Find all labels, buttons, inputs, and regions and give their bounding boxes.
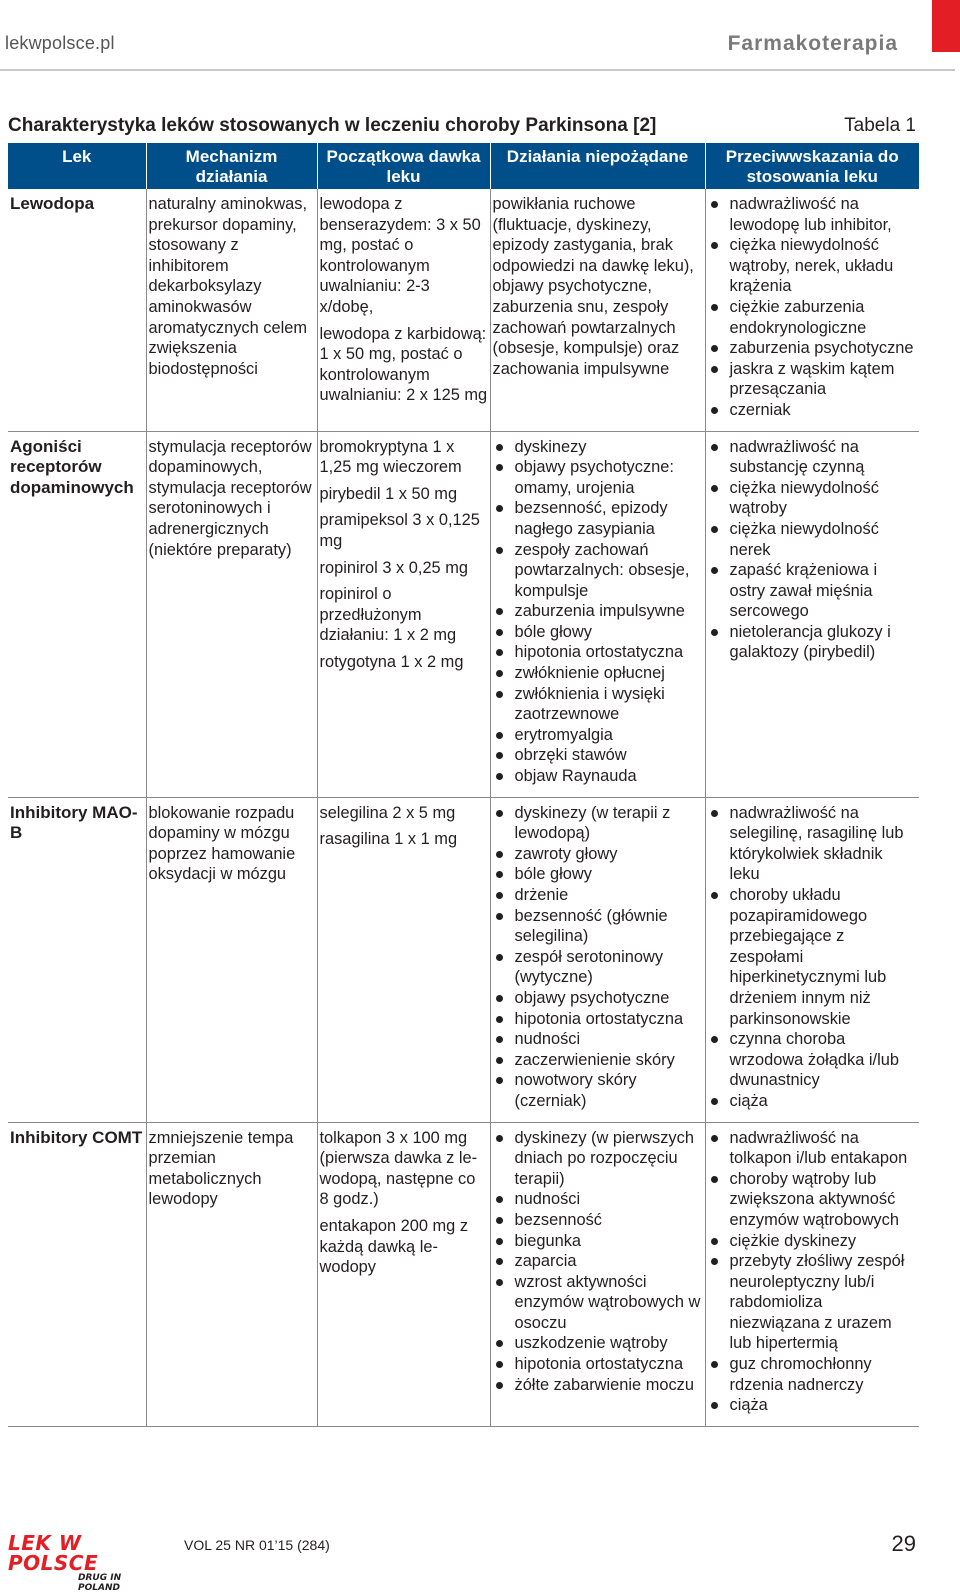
logo-main-text: LEK W POLSCE (8, 1531, 99, 1575)
side-effect-item: zwłóknienia i wysięki zaotrzewnowe (493, 684, 703, 725)
contraindications-cell (705, 1122, 919, 1426)
contraindication-item: ciężkie zaburzenia endokrynologiczne (708, 297, 918, 338)
side-effects-list (493, 803, 703, 1112)
side-effect-item: bezsenność (493, 1210, 703, 1231)
side-effect-item: dyskinezy (493, 437, 703, 458)
side-effects-text: powikłania ruchowe (fluktuacje, dyskinezy, epizody zastygania, brak odpowiedzi na dawkę leku), objawy psychotyczne, zaburzenia snu, zespoły zachowań powtarzalnych (obsesje, kompulsje) oraz zachowania impulsywne (492, 195, 694, 378)
dose-cell (317, 431, 490, 797)
dose-entry: rotygotyna 1 x 2 mg (319, 652, 464, 671)
side-effects-cell (490, 189, 705, 431)
dose-entry: ropinirol 3 x 0,25 mg (319, 558, 469, 577)
contraindication-item: guz chromochłonny rdzenia nadnerczy (708, 1354, 918, 1395)
contraindications-list (708, 437, 918, 664)
mechanism-cell (146, 189, 317, 431)
dose-cell (317, 1122, 490, 1426)
side-effect-item: zwłóknienie opłucnej (493, 663, 703, 684)
mechanism-text: naturalny aminokwas, prekursor dopaminy, stosowany z inhibitorem dekarboksylazy aminokwasów aromatycznych celem zwiększenia biodostępności (148, 195, 308, 378)
contraindication-item: zaburzenia psychotyczne (708, 338, 918, 359)
contraindications-cell (705, 189, 919, 431)
table-title: Charakterystyka leków stosowanych w leczeniu choroby Parkinsona [2] (8, 115, 657, 136)
side-effect-item: dyskinezy (w terapii z lewodopą) (493, 803, 703, 844)
drug-name-cell: Inhibitory MAO-B (8, 797, 146, 1122)
side-effects-cell (490, 431, 705, 797)
contraindication-item: ciąża (708, 1091, 918, 1112)
brand-tab (932, 0, 960, 52)
drug-table (8, 143, 919, 1427)
contraindication-item: nadwrażliwość na lewodopę lub inhibitor, (708, 194, 918, 235)
side-effect-item: biegunka (493, 1231, 703, 1252)
side-effect-item: hipotonia ortostatyczna (493, 1009, 703, 1030)
side-effect-item: zawroty głowy (493, 844, 703, 865)
side-effect-item: zaczerwienienie skóry (493, 1050, 703, 1071)
contraindication-item: czerniak (708, 400, 918, 421)
column-header: Działania niepożądane (490, 143, 705, 189)
contraindication-item: nadwrażliwość na substancję czynną (708, 437, 918, 478)
contraindications-cell (705, 431, 919, 797)
issue-info: VOL 25 NR 01’15 (284) (184, 1537, 330, 1553)
mechanism-cell (146, 797, 317, 1122)
mechanism-text: blokowanie rozpadu dopaminy w mózgu poprzez hamowanie oksydacji w mózgu (148, 803, 296, 884)
dose-entry: rasagilina 1 x 1 mg (319, 830, 458, 849)
side-effect-item: żółte zabarwienie moczu (493, 1375, 703, 1396)
table-row (8, 1122, 919, 1426)
contraindication-item: choroby wątroby lub zwiększona aktywność enzymów wątrobowych (708, 1169, 918, 1231)
side-effect-item: bóle głowy (493, 622, 703, 643)
contraindication-item: zapaść krążeniowa i ostry zawał mięśnia sercowego (708, 560, 918, 622)
page-number: 29 (891, 1531, 916, 1556)
side-effect-item: hipotonia ortostatyczna (493, 642, 703, 663)
side-effect-item: zaparcia (493, 1251, 703, 1272)
contraindication-item: nietolerancja glukozy i galaktozy (pirybedil) (708, 622, 918, 663)
side-effect-item: nudności (493, 1029, 703, 1050)
column-header: Początkowa dawka leku (317, 143, 490, 189)
table-row (8, 797, 919, 1122)
side-effects-cell (490, 1122, 705, 1426)
side-effect-item: objawy psychotyczne: omamy, urojenia (493, 457, 703, 498)
contraindication-item: przebyty złośliwy zespół neuroleptyczny lub/i rabdomioliza niezwiązana z urazem lub hipertermią (708, 1251, 918, 1354)
side-effect-item: erytromyalgia (493, 725, 703, 746)
contraindication-item: ciężkie dyskinezy (708, 1231, 918, 1252)
side-effect-item: uszkodzenie wątroby (493, 1333, 703, 1354)
dose-entry: tolkapon 3 x 100 mg (pierwsza dawka z le-wodopą, następne co 8 godz.) (319, 1128, 478, 1209)
mechanism-cell (146, 1122, 317, 1426)
side-effect-item: zaburzenia impulsywne (493, 601, 703, 622)
side-effects-cell (490, 797, 705, 1122)
column-header: Lek (8, 143, 146, 189)
contraindication-item: ciężka niewydolność wątroby (708, 478, 918, 519)
section-title: Farmakoterapia (727, 32, 898, 55)
contraindications-cell (705, 797, 919, 1122)
table-row (8, 189, 919, 431)
contraindication-item: nadwrażliwość na tolkapon i/lub entakapon (708, 1128, 918, 1169)
dose-entry: entakapon 200 mg z każdą dawką le-wodopy (319, 1216, 469, 1277)
side-effect-item: zespoły zachowań powtarzalnych: obsesje, kompulsje (493, 540, 703, 602)
side-effect-item: bezsenność (głównie selegilina) (493, 906, 703, 947)
table-number: Tabela 1 (844, 115, 916, 136)
dose-entry: lewodopa z benserazydem: 3 x 50 mg, postać o kontrolowanym uwalnianiu: 2-3 x/dobę, (319, 195, 481, 316)
side-effect-item: objaw Raynauda (493, 766, 703, 787)
contraindication-item: ciąża (708, 1395, 918, 1416)
contraindication-item: jaskra z wąskim kątem przesączania (708, 359, 918, 400)
dose-entry: ropinirol o przedłużonym działaniu: 1 x 2 mg (319, 585, 457, 645)
contraindications-list (708, 1128, 918, 1416)
contraindications-list (708, 803, 918, 1112)
mechanism-cell (146, 431, 317, 797)
contraindication-item: czynna choroba wrzodowa żołądka i/lub dwunastnicy (708, 1029, 918, 1091)
side-effects-list (493, 437, 703, 787)
dose-entry: pirybedil 1 x 50 mg (319, 484, 458, 503)
table-body (8, 189, 919, 1426)
side-effect-item: hipotonia ortostatyczna (493, 1354, 703, 1375)
dose-cell (317, 797, 490, 1122)
side-effect-item: bóle głowy (493, 864, 703, 885)
table-header-row (8, 143, 919, 189)
drug-name-cell: Agoniści receptorów dopaminowych (8, 431, 146, 797)
drug-name-cell: Lewodopa (8, 189, 146, 431)
contraindication-item: ciężka niewydolność nerek (708, 519, 918, 560)
contraindication-item: ciężka niewydolność wątroby, nerek, układu krążenia (708, 235, 918, 297)
side-effect-item: zespół serotoninowy (wytyczne) (493, 947, 703, 988)
contraindication-item: choroby układu pozapiramidowego przebiegające z zespołami hiperkinetycznymi lub drżeniem innym niż parkinsonowskie (708, 885, 918, 1029)
contraindications-list (708, 194, 918, 421)
side-effect-item: bezsenność, epizody nagłego zasypiania (493, 498, 703, 539)
logo-sub-text: DRUG IN POLAND (78, 1573, 122, 1593)
drug-name-cell: Inhibitory COMT (8, 1122, 146, 1426)
publisher-logo (8, 1531, 160, 1593)
side-effect-item: nudności (493, 1189, 703, 1210)
side-effect-item: objawy psychotyczne (493, 988, 703, 1009)
dose-entry: lewodopa z karbidową: 1 x 50 mg, postać o kontrolowanym uwalnianiu: 2 x 125 mg (319, 324, 488, 405)
side-effect-item: obrzęki stawów (493, 745, 703, 766)
column-header: Mechanizm działania (146, 143, 317, 189)
dose-entry: selegilina 2 x 5 mg (319, 803, 456, 822)
header-divider (0, 69, 955, 71)
site-url: lekwpolsce.pl (5, 33, 115, 53)
side-effect-item: dyskinezy (w pierwszych dniach po rozpoczęciu terapii) (493, 1128, 703, 1190)
dose-cell (317, 189, 490, 431)
dose-entry: pramipeksol 3 x 0,125 mg (319, 511, 480, 550)
contraindication-item: nadwrażliwość na selegilinę, rasagilinę lub którykolwiek składnik leku (708, 803, 918, 885)
side-effect-item: wzrost aktywności enzymów wątrobowych w osoczu (493, 1272, 703, 1334)
mechanism-text: zmniejszenie tempa przemian metabolicznych lewodopy (148, 1128, 294, 1209)
mechanism-text: stymulacja receptorów dopaminowych, stymulacja receptorów serotoninowych i adrenergicznych (niektóre preparaty) (148, 437, 312, 559)
side-effect-item: nowotwory skóry (czerniak) (493, 1070, 703, 1111)
side-effect-item: drżenie (493, 885, 703, 906)
dose-entry: bromokryptyna 1 x 1,25 mg wieczorem (319, 437, 462, 477)
column-header: Przeciwwskazania do stosowania leku (705, 143, 919, 189)
table-row (8, 431, 919, 797)
side-effects-list (493, 1128, 703, 1396)
